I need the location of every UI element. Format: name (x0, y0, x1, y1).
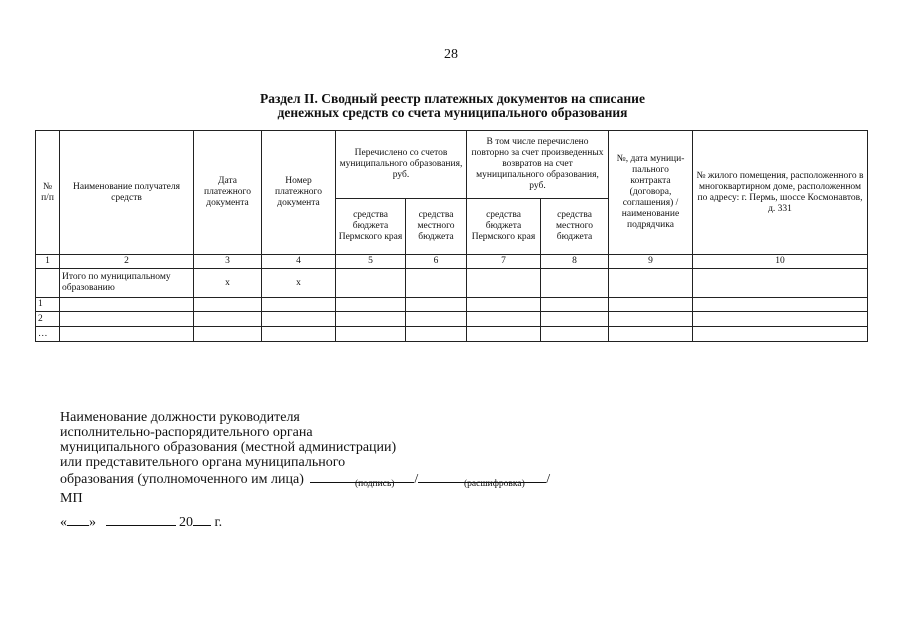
column-number: 6 (406, 255, 467, 269)
column-number: 8 (541, 255, 609, 269)
total-row-num (36, 269, 60, 298)
table-row (36, 312, 868, 327)
section-title (180, 92, 725, 120)
column-number: 5 (336, 255, 406, 269)
row-num: 1 (36, 298, 60, 312)
month-blank (106, 513, 176, 526)
signatory-block (60, 410, 550, 487)
header-contract: №, дата муници-пального контракта (договора, соглашения) / наименование подрядчика (609, 131, 693, 255)
column-number: 2 (60, 255, 194, 269)
signatory-line-4: или представительного органа муниципального (60, 455, 346, 470)
table-row (36, 298, 868, 312)
total-row-col3: x (194, 269, 262, 298)
column-number: 3 (194, 255, 262, 269)
stamp-label: МП (60, 491, 83, 506)
row-num: 2 (36, 312, 60, 327)
header-budget-local-2: средства местного бюджета (541, 199, 609, 255)
signatory-line-1: Наименование должности руководителя (60, 410, 300, 425)
column-number: 1 (36, 255, 60, 269)
column-number: 4 (262, 255, 336, 269)
page-number: 28 (444, 47, 458, 62)
total-row-col4: x (262, 269, 336, 298)
column-number: 9 (609, 255, 693, 269)
header-num: № п/п (36, 131, 60, 255)
signature-caption: (подпись) (355, 479, 395, 489)
signatory-line-2: исполнительно-распорядительного органа (60, 425, 313, 440)
day-blank (67, 513, 89, 526)
header-recipient: Наименование получателя средств (60, 131, 194, 255)
total-row-label: Итого по муниципальному образованию (60, 269, 194, 298)
section-title-line-2: денежных средств со счета муниципального образования (277, 105, 628, 120)
table-row (36, 327, 868, 342)
column-numbers-row (36, 255, 868, 269)
row-num: … (36, 327, 60, 342)
total-row (36, 269, 868, 298)
header-budget-local-1: средства местного бюджета (406, 199, 467, 255)
year-blank (193, 513, 211, 526)
header-payment-date: Дата платежного документа (194, 131, 262, 255)
decoding-caption: (расшифровка) (464, 479, 525, 489)
header-budget-perm-2: средства бюджета Пермского края (467, 199, 541, 255)
header-address: № жилого помещения, расположенного в многоквартирном доме, расположенном по адресу: г. Пермь, шоссе Космонавтов, д. 331 (693, 131, 868, 255)
payment-registry-table (35, 130, 868, 342)
header-budget-perm-1: средства бюджета Пермского края (336, 199, 406, 255)
slash: / (414, 472, 419, 487)
header-transferred-group: Перечислено со счетов муниципального образования, руб. (336, 131, 467, 199)
signatory-line-3: муниципального образования (местной администрации) (60, 440, 397, 455)
column-number: 7 (467, 255, 541, 269)
section-title-line-1: Раздел II. Сводный реестр платежных документов на списание (260, 91, 645, 106)
slash: / (546, 472, 551, 487)
signatory-line-5: образования (уполномоченного им лица) / / (60, 472, 551, 487)
header-repeat-group: В том числе перечислено повторно за счет произведенных возвратов на счет муниципального образования, руб. (467, 131, 609, 199)
header-payment-number: Номер платежного документа (262, 131, 336, 255)
date-line: « » 20 г. (60, 515, 223, 530)
column-number: 10 (693, 255, 868, 269)
